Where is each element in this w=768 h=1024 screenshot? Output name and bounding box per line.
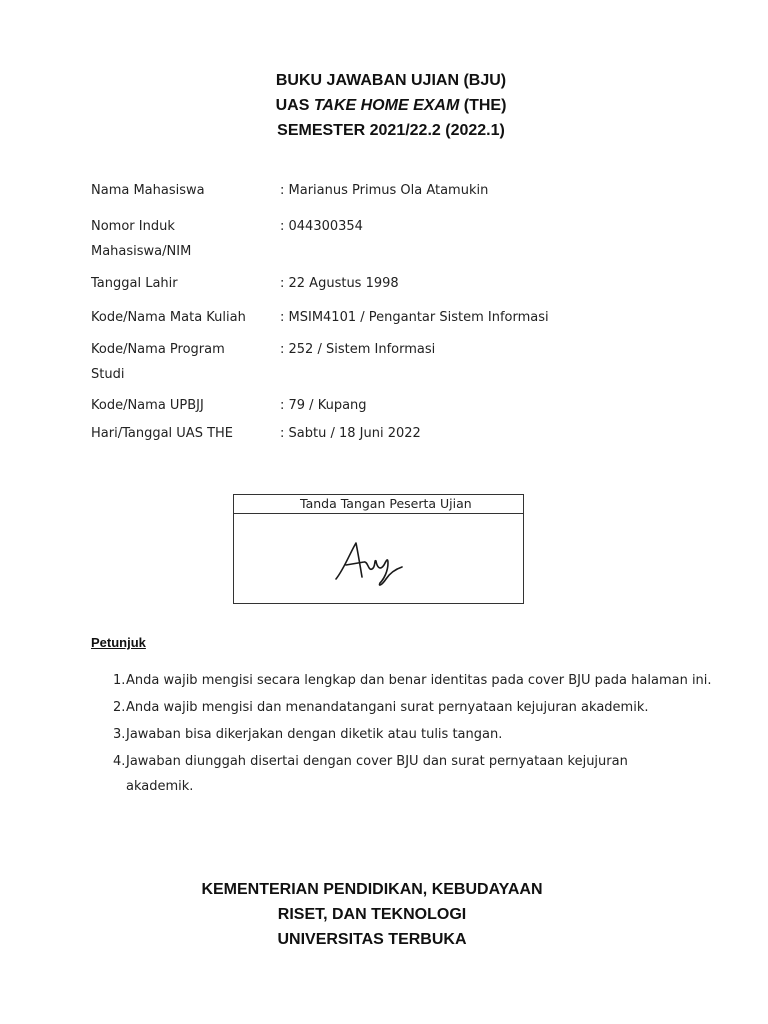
list-item bbox=[113, 695, 753, 720]
identity-label: Hari/Tanggal UAS THE bbox=[91, 426, 234, 441]
identity-label: Kode/Nama Mata Kuliah bbox=[91, 310, 246, 325]
title-line-2 bbox=[0, 93, 768, 118]
list-item-number: 2. bbox=[113, 700, 126, 715]
signature-image bbox=[330, 535, 410, 591]
identity-label: Nama Mahasiswa bbox=[91, 183, 205, 198]
identity-value: : 044300354 bbox=[280, 219, 363, 234]
identity-value: : Marianus Primus Ola Atamukin bbox=[280, 183, 489, 198]
identity-value: : 79 / Kupang bbox=[280, 398, 367, 413]
title-line-2-suffix: (THE) bbox=[459, 97, 507, 114]
signature-box-header: Tanda Tangan Peserta Ujian bbox=[234, 495, 523, 514]
list-item-text: Jawaban diunggah disertai dengan cover BJU dan surat pernyataan kejujuran akademik. bbox=[126, 754, 628, 794]
title-line-3: SEMESTER 2021/22.2 (2022.1) bbox=[277, 122, 505, 139]
identity-value: : MSIM4101 / Pengantar Sistem Informasi bbox=[280, 310, 549, 325]
institution-footer bbox=[0, 877, 744, 952]
identity-value: : Sabtu / 18 Juni 2022 bbox=[280, 426, 421, 441]
instructions-list bbox=[113, 668, 753, 801]
list-item bbox=[113, 668, 753, 693]
identity-value: : 252 / Sistem Informasi bbox=[280, 342, 436, 357]
instructions-title: Petunjuk bbox=[91, 635, 146, 650]
list-item-number: 3. bbox=[113, 727, 126, 742]
signature-box bbox=[233, 494, 524, 604]
title-line-2-italic: TAKE HOME EXAM bbox=[313, 97, 460, 114]
list-item bbox=[113, 722, 753, 747]
footer-line-3: UNIVERSITAS TERBUKA bbox=[277, 931, 467, 948]
list-item bbox=[113, 749, 753, 799]
title-line-1: BUKU JAWABAN UJIAN (BJU) bbox=[275, 72, 507, 89]
identity-label: Kode/Nama Program Studi bbox=[91, 342, 225, 382]
list-item-text: Jawaban bisa dikerjakan dengan diketik atau tulis tangan. bbox=[126, 727, 503, 742]
list-item-number: 4. bbox=[113, 754, 126, 769]
identity-value: : 22 Agustus 1998 bbox=[280, 276, 399, 291]
list-item-number: 1. bbox=[113, 673, 126, 688]
document-title bbox=[0, 68, 768, 143]
identity-label: Nomor Induk Mahasiswa/NIM bbox=[91, 219, 192, 259]
identity-label: Tanggal Lahir bbox=[91, 276, 178, 291]
list-item-text: Anda wajib mengisi secara lengkap dan benar identitas pada cover BJU pada halaman ini. bbox=[126, 673, 712, 688]
identity-label: Kode/Nama UPBJJ bbox=[91, 398, 204, 413]
footer-line-1: KEMENTERIAN PENDIDIKAN, KEBUDAYAAN bbox=[201, 881, 543, 898]
footer-line-2: RISET, DAN TEKNOLOGI bbox=[277, 906, 467, 923]
list-item-text: Anda wajib mengisi dan menandatangani surat pernyataan kejujuran akademik. bbox=[126, 700, 649, 715]
title-line-2-prefix: UAS bbox=[275, 97, 314, 114]
